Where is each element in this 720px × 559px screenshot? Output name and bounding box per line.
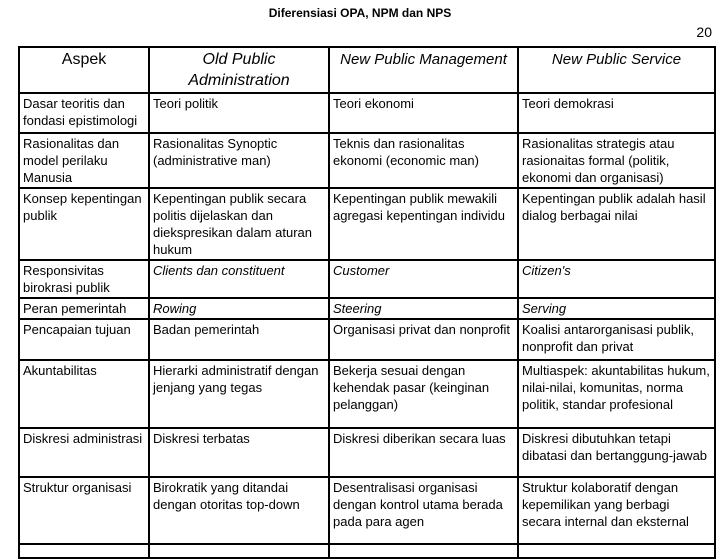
table-row bbox=[19, 260, 715, 298]
table-cell bbox=[518, 544, 715, 558]
table-cell: Customer bbox=[329, 260, 518, 298]
table-cell: Responsivitas birokrasi publik bbox=[19, 260, 149, 298]
page-number: 20 bbox=[696, 24, 712, 40]
table-cell: Organisasi privat dan nonprofit bbox=[329, 319, 518, 360]
table-cell: Badan pemerintah bbox=[149, 319, 329, 360]
table-cell: Kepentingan publik secara politis dijelaskan dan diekspresikan dalam aturan hukum bbox=[149, 188, 329, 260]
table-row bbox=[19, 360, 715, 428]
table-cell: Struktur kolaboratif dengan kepemilikan yang berbagi secara internal dan eksternal bbox=[518, 477, 715, 544]
table-cell bbox=[149, 544, 329, 558]
table-cell: Diskresi administrasi bbox=[19, 428, 149, 477]
table-cell: Teori demokrasi bbox=[518, 93, 715, 133]
table-cell: Clients dan constituent bbox=[149, 260, 329, 298]
table-cell: Multiaspek: akuntabilitas hukum, nilai-nilai, komunitas, norma politik, standar profesional bbox=[518, 360, 715, 428]
table-cell: Steering bbox=[329, 298, 518, 319]
table-cell: Citizen's bbox=[518, 260, 715, 298]
table-row bbox=[19, 477, 715, 544]
table-cell: Serving bbox=[518, 298, 715, 319]
table-cell: Akuntabilitas bbox=[19, 360, 149, 428]
table-cell: Kepentingan publik adalah hasil dialog berbagai nilai bbox=[518, 188, 715, 260]
table-cell bbox=[329, 544, 518, 558]
table-cell: Hierarki administratif dengan jenjang yang tegas bbox=[149, 360, 329, 428]
header-opa: Old Public Administration bbox=[149, 47, 329, 93]
header-aspek: Aspek bbox=[19, 47, 149, 93]
table-cell: Bekerja sesuai dengan kehendak pasar (keinginan pelanggan) bbox=[329, 360, 518, 428]
table-row bbox=[19, 133, 715, 188]
table-row bbox=[19, 188, 715, 260]
table-header-row bbox=[19, 47, 715, 93]
table-cell: Rasionalitas dan model perilaku Manusia bbox=[19, 133, 149, 188]
table-cell bbox=[19, 544, 149, 558]
table-cell: Konsep kepentingan publik bbox=[19, 188, 149, 260]
table-cell: Teknis dan rasionalitas ekonomi (economic man) bbox=[329, 133, 518, 188]
table-cell: Desentralisasi organisasi dengan kontrol utama berada pada para agen bbox=[329, 477, 518, 544]
header-npm: New Public Management bbox=[329, 47, 518, 93]
table-cell: Rowing bbox=[149, 298, 329, 319]
comparison-table bbox=[18, 46, 716, 559]
table-row-truncated bbox=[19, 544, 715, 558]
table-row bbox=[19, 93, 715, 133]
table-cell: Struktur organisasi bbox=[19, 477, 149, 544]
table-row bbox=[19, 319, 715, 360]
table-cell: Kepentingan publik mewakili agregasi kepentingan individu bbox=[329, 188, 518, 260]
header-nps: New Public Service bbox=[518, 47, 715, 93]
table-cell: Rasionalitas strategis atau rasionaitas formal (politik, ekonomi dan organisasi) bbox=[518, 133, 715, 188]
table-cell: Diskresi diberikan secara luas bbox=[329, 428, 518, 477]
table-cell: Pencapaian tujuan bbox=[19, 319, 149, 360]
table-cell: Dasar teoritis dan fondasi epistimologi bbox=[19, 93, 149, 133]
table-cell: Rasionalitas Synoptic (administrative man) bbox=[149, 133, 329, 188]
table-cell: Peran pemerintah bbox=[19, 298, 149, 319]
table-cell: Teori ekonomi bbox=[329, 93, 518, 133]
table-cell: Teori politik bbox=[149, 93, 329, 133]
table-row bbox=[19, 428, 715, 477]
table-cell: Koalisi antarorganisasi publik, nonprofit dan privat bbox=[518, 319, 715, 360]
table-row bbox=[19, 298, 715, 319]
table-cell: Birokratik yang ditandai dengan otoritas top-down bbox=[149, 477, 329, 544]
table-cell: Diskresi terbatas bbox=[149, 428, 329, 477]
table-cell: Diskresi dibutuhkan tetapi dibatasi dan bertanggung-jawab bbox=[518, 428, 715, 477]
page-title: Diferensiasi OPA, NPM dan NPS bbox=[268, 6, 452, 20]
